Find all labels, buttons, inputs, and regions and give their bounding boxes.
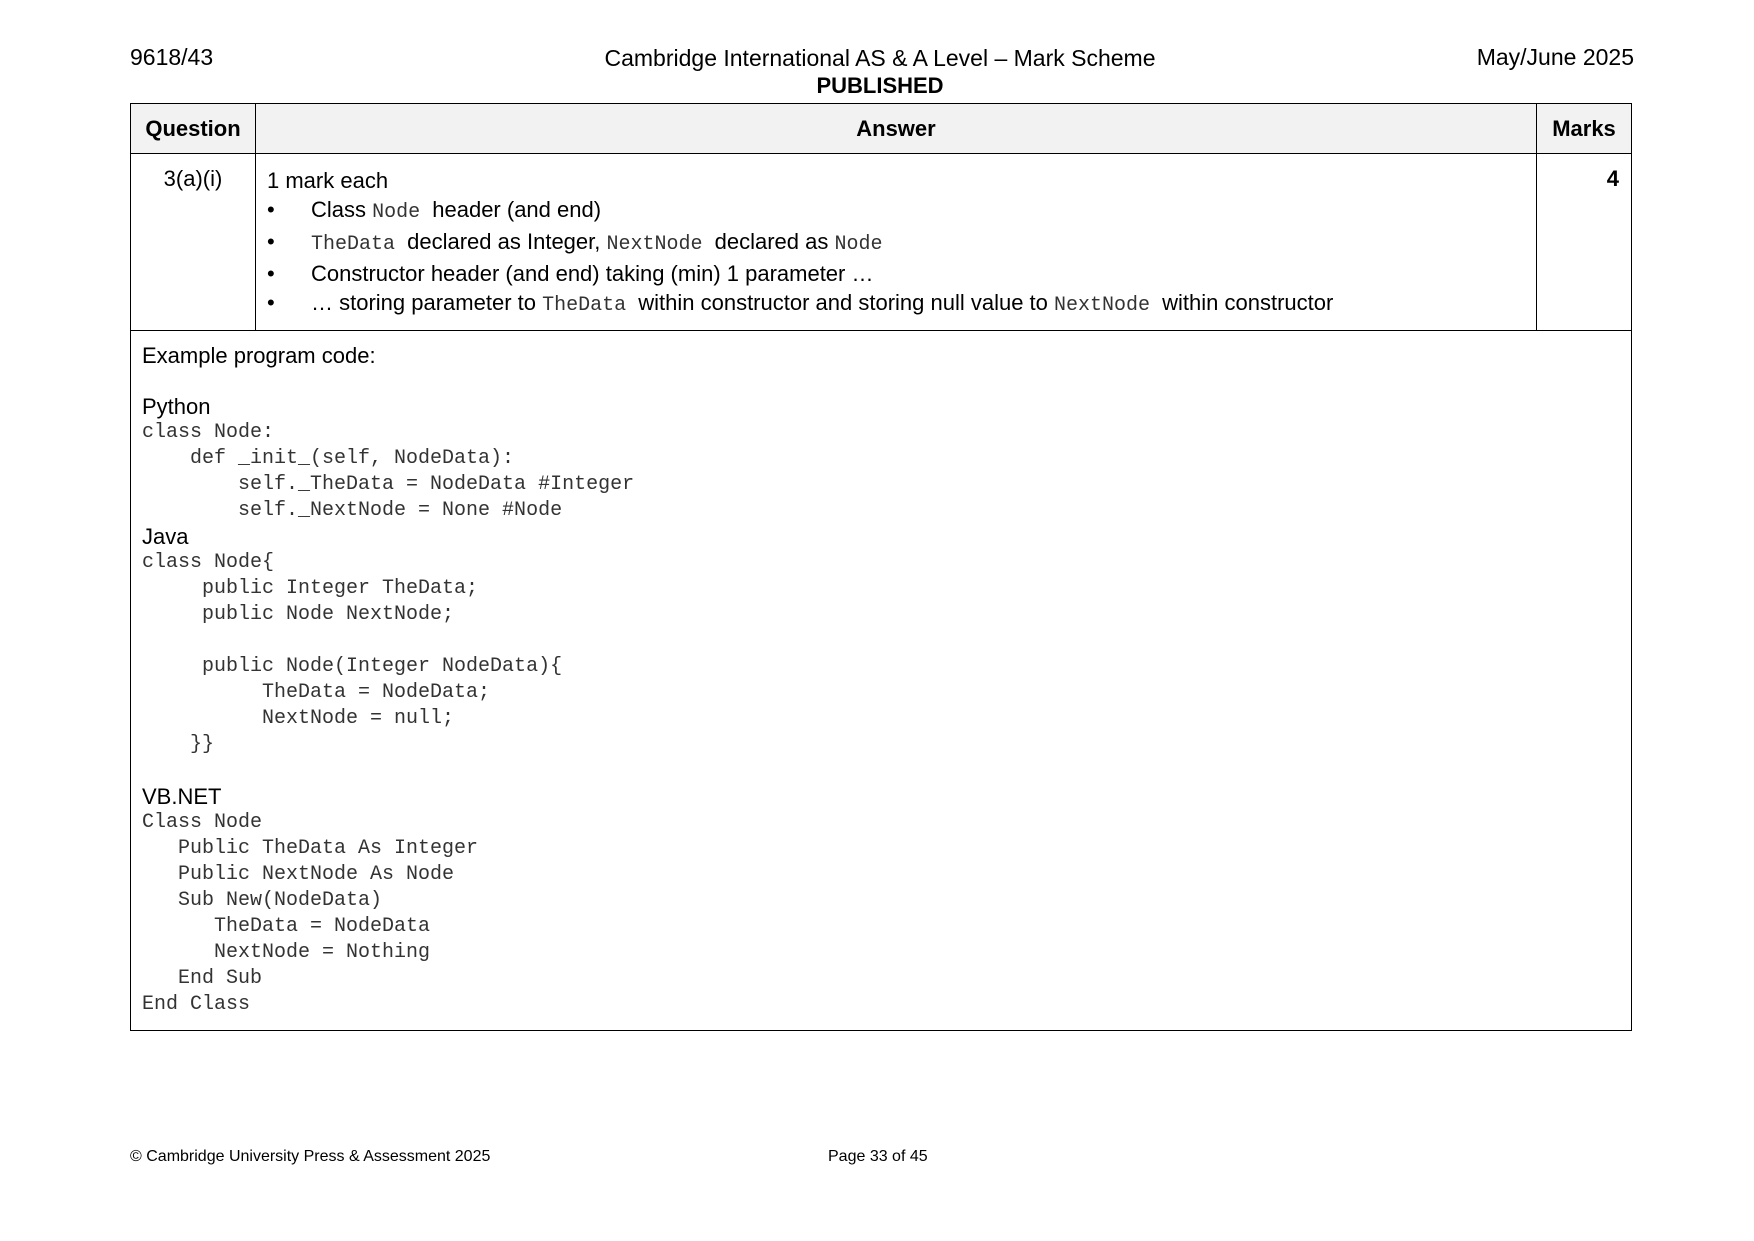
- mark-scheme-table: [130, 103, 1632, 1031]
- text: … storing parameter to: [311, 290, 543, 315]
- example-row: [131, 331, 1632, 1031]
- table-header-row: [131, 104, 1632, 154]
- question-header: Question: [131, 104, 256, 154]
- mark-points: [267, 195, 1525, 320]
- mark-point: [267, 227, 1525, 259]
- mark-point: [267, 259, 1525, 288]
- text: declared as Integer,: [401, 229, 607, 254]
- marks-value: 4: [1537, 154, 1632, 331]
- java-code: class Node{ public Integer TheData; public Node NextNode; public Node(Integer NodeData){ TheData = NodeData; NextNode = null; }}: [142, 551, 563, 756]
- code-term: TheData: [311, 233, 396, 256]
- python-label: Python: [142, 394, 211, 419]
- java-label: Java: [142, 524, 189, 549]
- code-term: NextNode: [1054, 294, 1151, 317]
- vbnet-label: VB.NET: [142, 784, 222, 809]
- table-row: [131, 154, 1632, 331]
- code-term: TheData: [542, 294, 627, 317]
- text: header (and end): [426, 197, 602, 222]
- text: within constructor and storing null value to: [632, 290, 1055, 315]
- vbnet-code: Class Node Public TheData As Integer Public NextNode As Node Sub New(NodeData) TheData = NodeData NextNode = Nothing End Sub End Class: [142, 811, 479, 1016]
- answer-cell: [256, 154, 1537, 331]
- code-term: Node: [372, 201, 421, 224]
- code-term: Node: [834, 233, 883, 256]
- example-title: Example program code:: [142, 343, 376, 368]
- page-number: Page 33 of 45: [828, 1148, 928, 1165]
- example-code-cell: [131, 331, 1632, 1031]
- copyright: © Cambridge University Press & Assessment 2025: [130, 1148, 491, 1165]
- mark-point: [267, 195, 1525, 227]
- spacer: [142, 758, 1620, 784]
- text: Constructor header (and end) taking (min) 1 parameter …: [311, 261, 874, 286]
- marks-header: Marks: [1537, 104, 1632, 154]
- mark-point: [267, 288, 1525, 320]
- text: declared as: [708, 229, 835, 254]
- exam-session: May/June 2025: [1476, 44, 1634, 70]
- text: within constructor: [1156, 290, 1334, 315]
- code-term: NextNode: [606, 233, 703, 256]
- text: Class: [311, 197, 373, 222]
- python-code: class Node: def _init_(self, NodeData): self._TheData = NodeData #Integer self._NextNode = None #Node: [142, 421, 635, 522]
- question-number: 3(a)(i): [131, 154, 256, 331]
- mark-intro: 1 mark each: [267, 168, 389, 193]
- answer-header: Answer: [256, 104, 1537, 154]
- title-text: Cambridge International AS & A Level – Mark Scheme: [604, 45, 1156, 71]
- paper-code: 9618/43: [130, 44, 214, 70]
- published-label: PUBLISHED: [816, 73, 944, 98]
